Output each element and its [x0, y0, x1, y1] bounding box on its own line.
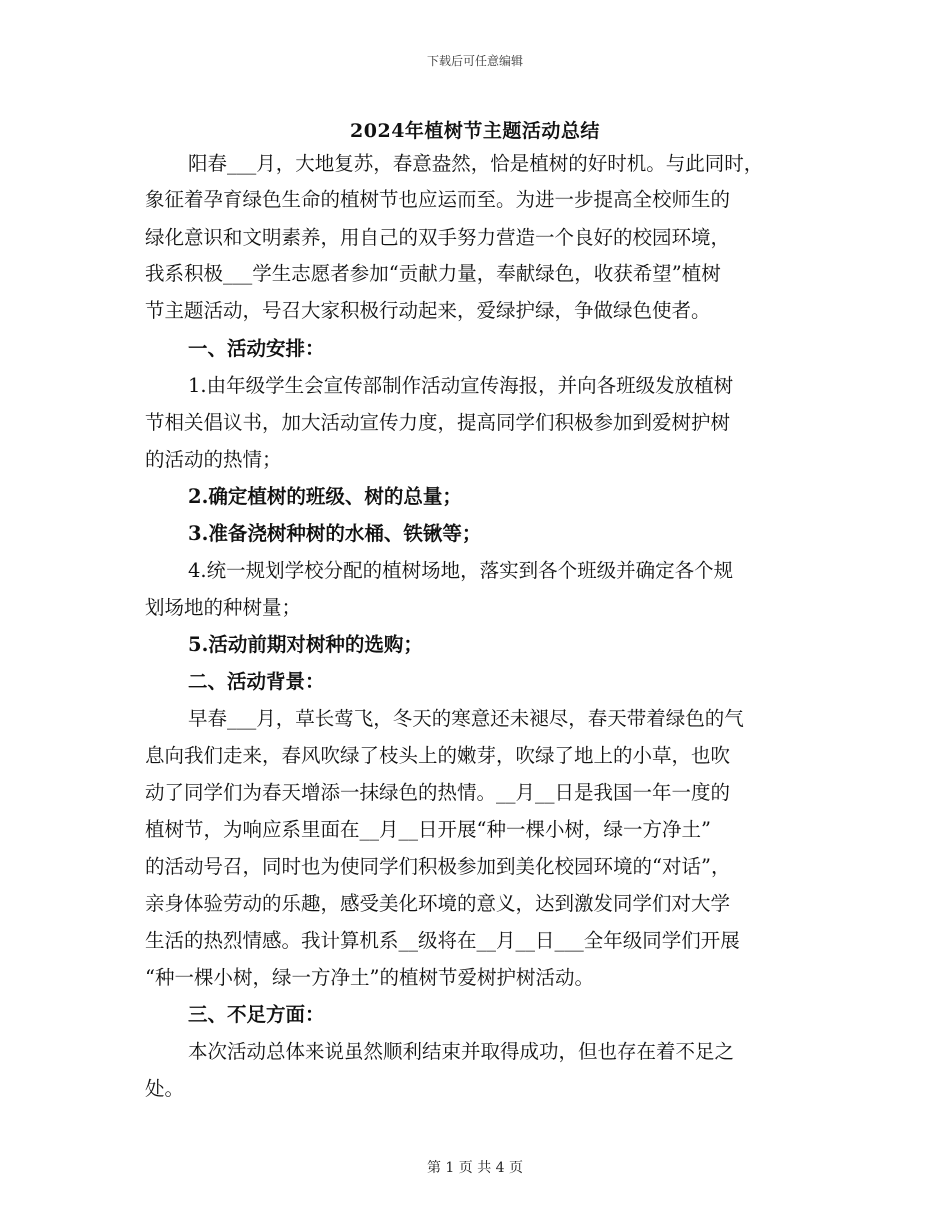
- paragraph-line: 绿化意识和文明素养，用自己的双手努力营造一个良好的校园环境，: [145, 226, 731, 249]
- paragraph-line: “种一棵小树，绿一方净土”的植树节爱树护树活动。: [145, 966, 594, 989]
- paragraph-line: 节相关倡议书，加大活动宣传力度，提高同学们积极参加到爱树护树: [145, 411, 731, 434]
- paragraph-line: 节主题活动，号召大家积极行动起来，爱绿护绿，争做绿色使者。: [145, 299, 711, 322]
- paragraph-line: 生活的热烈情感。我计算机系__级将在__月__日___全年级同学们开展: [145, 929, 740, 952]
- paragraph-line: 早春___月，草长莺飞，冬天的寒意还未褪尽，春天带着绿色的气: [188, 707, 744, 730]
- paragraph-line: 我系积极___学生志愿者参加“贡献力量，奉献绿色，收获希望”植树: [145, 262, 721, 285]
- section-heading-background: 二、活动背景：: [188, 670, 325, 693]
- paragraph-line: 的活动号召，同时也为使同学们积极参加到美化校园环境的“对话”，: [145, 855, 731, 878]
- paragraph-line: 划场地的种树量；: [145, 596, 302, 619]
- paragraph-line: 的活动的热情；: [145, 448, 282, 471]
- section-heading-arrangement: 一、活动安排：: [188, 337, 325, 360]
- paragraph-line: 本次活动总体来说虽然顺利结束并取得成功，但也存在着不足之: [188, 1040, 735, 1063]
- list-item: 1.由年级学生会宣传部制作活动宣传海报，并向各班级发放植树: [188, 374, 734, 397]
- list-item: 5.活动前期对树种的选购；: [188, 633, 423, 656]
- list-item: 4.统一规划学校分配的植树场地，落实到各个班级并确定各个规: [188, 559, 734, 582]
- section-heading-shortcomings: 三、不足方面：: [188, 1003, 325, 1026]
- document-title: 2024年植树节主题活动总结: [350, 120, 600, 142]
- paragraph-line: 象征着孕育绿色生命的植树节也应运而至。为进一步提高全校师生的: [145, 188, 731, 211]
- list-item: 2.确定植树的班级、树的总量；: [188, 485, 462, 508]
- page-footer: 第 1 页 共 4 页: [426, 1160, 524, 1176]
- paragraph-line: 动了同学们为春天增添一抹绿色的热情。__月__日是我国一年一度的: [145, 781, 731, 804]
- paragraph-line: 处。: [145, 1077, 185, 1100]
- paragraph-line: 亲身体验劳动的乐趣，感受美化环境的意义，达到激发同学们对大学: [145, 892, 731, 915]
- list-item: 3.准备浇树种树的水桶、铁锹等；: [188, 522, 482, 545]
- header-note: 下载后可任意编辑: [426, 54, 523, 68]
- paragraph-line: 息向我们走来，春风吹绿了枝头上的嫩芽，吹绿了地上的小草，也吹: [145, 744, 731, 767]
- paragraph-line: 植树节，为响应系里面在__月__日开展“种一棵小树，绿一方净土”: [145, 818, 711, 841]
- paragraph-line: 阳春___月，大地复苏，春意盎然，恰是植树的好时机。与此同时，: [188, 152, 764, 175]
